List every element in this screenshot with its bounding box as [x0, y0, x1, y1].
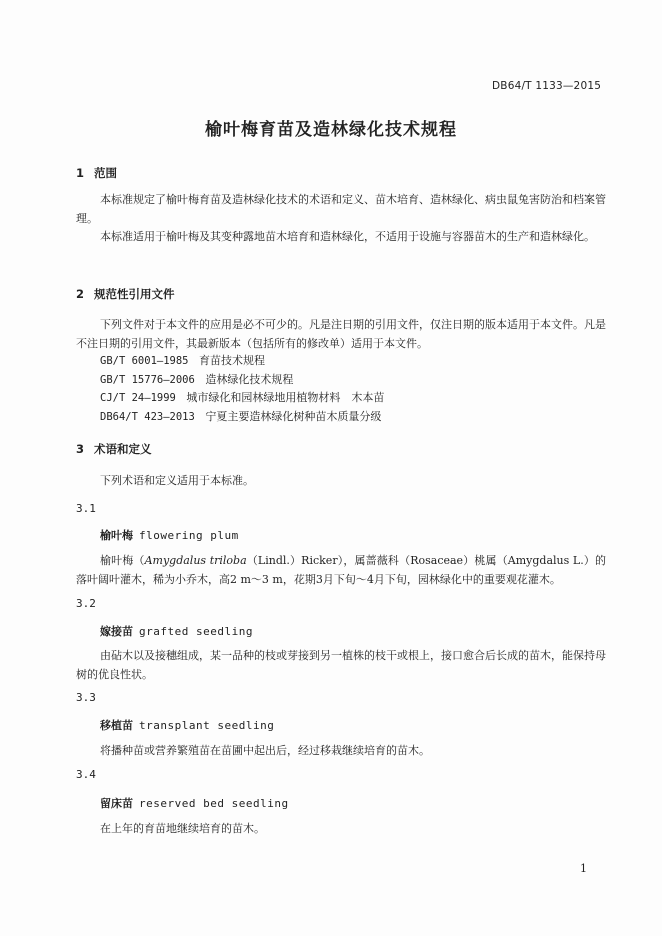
term-3-4-definition: 在上年的育苗地继续培育的苗木。	[100, 822, 265, 835]
section-3-title: 术语和定义	[94, 442, 152, 456]
reference-code: GB/T 6001—1985	[100, 355, 189, 367]
term-chinese: 移植苗	[100, 719, 133, 732]
reference-item	[100, 371, 384, 390]
term-3-1-definition	[76, 552, 606, 589]
term-english: grafted seedling	[139, 625, 253, 638]
section-1-paragraph-1: 本标准规定了榆叶梅育苗及造林绿化技术的术语和定义、苗木培育、造林绿化、病虫鼠兔害防治和档案管理。	[76, 193, 606, 225]
section-1-number: 1	[76, 166, 85, 180]
term-3-1-heading	[100, 527, 239, 543]
term-3-3-heading	[100, 717, 274, 733]
term-3-3-definition: 将播种苗或营养繁殖苗在苗圃中起出后，经过移栽继续培育的苗木。	[100, 744, 430, 757]
term-3-1-number: 3.1	[76, 502, 96, 515]
section-2-title: 规范性引用文件	[94, 287, 175, 301]
reference-code: GB/T 15776—2006	[100, 373, 195, 386]
reference-item	[100, 352, 384, 371]
reference-name: 宁夏主要造林绿化树种苗木质量分级	[205, 409, 382, 423]
section-3-number: 3	[76, 442, 85, 456]
section-2-intro: 下列文件对于本文件的应用是必不可少的。凡是注日期的引用文件，仅注日期的版本适用于本文件。凡是不注日期的引用文件，其最新版本（包括所有的修改单）适用于本文件。	[76, 318, 606, 350]
term-english: flowering plum	[139, 529, 239, 542]
reference-item	[100, 408, 384, 427]
term-3-4-number: 3.4	[76, 768, 96, 781]
reference-code: CJ/T 24—1999	[100, 392, 176, 404]
section-1-paragraph-2: 本标准适用于榆叶梅及其变种露地苗木培育和造林绿化，不适用于设施与容器苗木的生产和造林绿化。	[100, 230, 595, 243]
reference-item	[100, 389, 384, 408]
term-3-3-number: 3.3	[76, 691, 96, 704]
section-2-number: 2	[76, 287, 85, 301]
term-3-2-definition	[76, 647, 606, 684]
scientific-name: Amygdalus triloba	[144, 554, 247, 567]
term-chinese: 留床苗	[100, 797, 133, 810]
section-1-heading	[76, 165, 117, 181]
term-3-2-heading	[100, 623, 253, 639]
term-english: reserved bed seedling	[139, 797, 289, 810]
definition-text: 榆叶梅（	[100, 554, 145, 567]
term-3-2-number: 3.2	[76, 597, 96, 610]
definition-text: （Lindl.）Ricker），属蔷薇科（Rosaceae）桃属（Amygdalus L.）的落叶阔叶灌木，稀为小乔木，高2 m～3 m，花期3月下旬～4月下旬，园林绿化中的重要观花灌木。	[76, 554, 606, 586]
section-3-heading	[76, 441, 152, 457]
term-3-4-heading	[100, 795, 289, 811]
section-3-intro: 下列术语和定义适用于本标准。	[100, 474, 254, 487]
section-2-heading	[76, 286, 175, 302]
document-title: 榆叶梅育苗及造林绿化技术规程	[205, 120, 457, 140]
section-1-title: 范围	[94, 166, 117, 180]
section-1-body	[76, 191, 606, 247]
reference-name: 造林绿化技术规程	[205, 372, 294, 386]
reference-list	[100, 352, 384, 426]
definition-text: 由砧木以及接穗组成，某一品种的枝或芽接到另一植株的枝干或根上，接口愈合后长成的苗木，能保持母树的优良性状。	[76, 649, 606, 681]
section-2-body	[76, 316, 606, 353]
term-chinese: 榆叶梅	[100, 529, 133, 542]
standard-code: DB64/T 1133—2015	[492, 80, 602, 92]
reference-name: 城市绿化和园林绿地用植物材料 木本苗	[186, 391, 385, 404]
reference-name: 育苗技术规程	[199, 354, 266, 367]
reference-code: DB64/T 423—2013	[100, 410, 195, 423]
page-number: 1	[580, 862, 587, 875]
term-chinese: 嫁接苗	[100, 625, 133, 638]
term-english: transplant seedling	[139, 719, 275, 732]
